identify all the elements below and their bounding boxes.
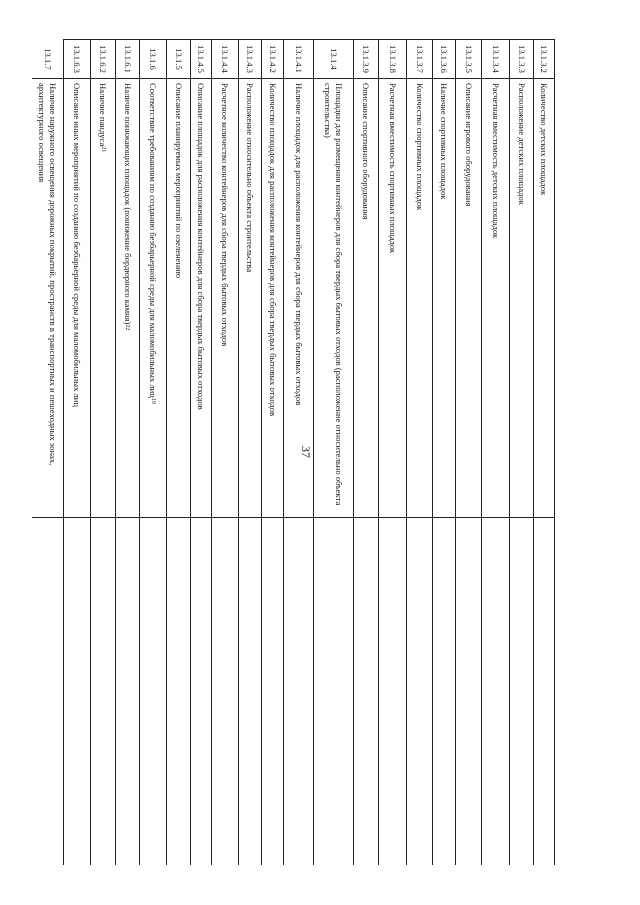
row-empty-cell xyxy=(314,518,353,865)
row-description xyxy=(314,79,353,518)
table-row xyxy=(509,40,533,865)
row-empty-cell xyxy=(116,518,139,865)
table-row xyxy=(481,40,509,865)
row-empty-cell xyxy=(433,518,455,865)
row-description xyxy=(239,79,261,518)
row-code: 13.1.3.4 xyxy=(482,40,509,79)
row-text: Соответствие требованиям по созданию безбарьерной среды для маломобильных лиц xyxy=(148,83,159,398)
table-row xyxy=(190,40,211,865)
table-row xyxy=(139,40,166,865)
row-text: Наличие понижающих площадок (понижение бордюрного камня) xyxy=(123,83,133,325)
row-text: Расчетная вместимость спортивных площадок xyxy=(388,83,398,254)
row-description xyxy=(510,79,533,518)
table-row xyxy=(90,40,115,865)
table-row xyxy=(432,40,455,865)
row-code: 13.1.3.7 xyxy=(407,40,432,79)
row-empty-cell xyxy=(510,518,533,865)
row-text: Наличие спортивных площадок xyxy=(439,83,450,200)
row-description xyxy=(456,79,481,518)
row-empty-cell xyxy=(239,518,261,865)
row-empty-cell xyxy=(456,518,481,865)
requirements-table xyxy=(37,39,555,865)
row-description: Наличие понижающих площадок (понижение бордюрного камня) 22 xyxy=(116,79,139,518)
table-row xyxy=(166,40,190,865)
row-text: Расчетная вместимость детских площадок xyxy=(491,83,501,239)
row-code: 13.1.4.1 xyxy=(284,40,313,79)
row-code: 13.1.6.2 xyxy=(91,40,115,79)
row-description xyxy=(482,79,509,518)
row-code: 13.1.4.3 xyxy=(239,40,261,79)
row-description xyxy=(354,79,378,518)
table-row xyxy=(533,40,554,865)
row-text: Расположение детских площадок xyxy=(517,83,527,205)
table-row xyxy=(261,40,283,865)
row-description xyxy=(433,79,455,518)
row-text: Количество площадок для расположения контейнеров для сбора твердых бытовых отходов xyxy=(268,83,278,417)
row-text: Описание игрового оборудования xyxy=(464,83,474,207)
row-code: 13.1.3.9 xyxy=(354,40,378,79)
row-description xyxy=(191,79,211,518)
row-empty-cell xyxy=(191,518,211,865)
table-row xyxy=(115,40,139,865)
row-empty-cell xyxy=(212,518,238,865)
row-empty-cell xyxy=(140,518,166,865)
row-empty-cell xyxy=(167,518,190,865)
table-row xyxy=(353,40,378,865)
table-row xyxy=(313,40,353,865)
row-description: Соответствие требованиям по созданию безбарьерной среды для маломобильных лиц 19 xyxy=(140,79,166,518)
row-description xyxy=(284,79,313,518)
row-empty-cell xyxy=(534,518,554,865)
row-text: Количество спортивных площадок xyxy=(415,83,425,211)
row-empty-cell xyxy=(262,518,283,865)
row-code: 13.1.6.1 xyxy=(116,40,139,79)
row-description xyxy=(64,79,90,518)
row-text: Описание планируемых мероприятий по озеленению xyxy=(174,83,184,279)
row-code: 13.1.3.8 xyxy=(379,40,406,79)
row-code: 13.1.4.4 xyxy=(212,40,238,79)
row-empty-cell xyxy=(354,518,378,865)
row-empty-cell xyxy=(379,518,406,865)
row-code: 13.1.5 xyxy=(167,40,190,79)
row-empty-cell xyxy=(407,518,432,865)
row-description xyxy=(407,79,432,518)
table-row xyxy=(32,40,63,865)
row-empty-cell xyxy=(64,518,90,865)
row-empty-cell xyxy=(482,518,509,865)
row-empty-cell xyxy=(284,518,313,865)
row-text: Описание иных мероприятий по созданию безбарьерной среды для маломобильных лиц xyxy=(72,83,83,407)
row-text: Описание площадок для расположения контейнеров для сбора твердых бытовых отходов xyxy=(196,83,207,410)
row-text: Площадки для размещения контейнеров для сбора твердых бытовых отходов (расположение относительно объекта строительства) xyxy=(323,83,345,506)
row-code: 13.1.4 xyxy=(314,40,353,79)
row-code: 13.1.6 xyxy=(140,40,166,79)
page-number: 37 xyxy=(299,446,314,458)
row-text: Расчетное количество контейнеров для сбора твердых бытовых отходов xyxy=(220,83,231,347)
row-text: Наличие площадок для расположения контейнеров для сбора твердых бытовых отходов xyxy=(294,83,304,406)
row-code: 13.1.3.6 xyxy=(433,40,455,79)
row-code: 13.1.4.5 xyxy=(191,40,211,79)
row-description xyxy=(212,79,238,518)
row-description xyxy=(262,79,283,518)
row-text: Описание спортивного оборудования xyxy=(361,83,372,220)
table-row xyxy=(238,40,261,865)
row-text: Наличие пандуса xyxy=(98,83,109,147)
row-empty-cell xyxy=(32,518,63,865)
row-description: Наличие пандуса 21 xyxy=(91,79,115,518)
row-description xyxy=(534,79,554,518)
row-code: 13.1.6.3 xyxy=(64,40,90,79)
row-code: 13.1.7 xyxy=(32,40,63,79)
row-text: Расположение относительно объекта строительства xyxy=(245,83,256,273)
row-code: 13.1.3.2 xyxy=(534,40,554,79)
table-row xyxy=(455,40,481,865)
table-row xyxy=(378,40,406,865)
row-code: 13.1.4.2 xyxy=(262,40,283,79)
table-row xyxy=(211,40,238,865)
table-row xyxy=(283,40,313,865)
row-description xyxy=(167,79,190,518)
row-description xyxy=(379,79,406,518)
row-text: Количество детских площадок xyxy=(539,83,550,196)
table-row xyxy=(406,40,432,865)
row-code: 13.1.3.5 xyxy=(456,40,481,79)
row-text: Наличие наружного освещения дорожных покрытий, пространств в транспортных и пешеходных зонах, архитектурного освещения xyxy=(37,83,59,466)
row-code: 13.1.3.3 xyxy=(510,40,533,79)
row-empty-cell xyxy=(91,518,115,865)
table-row xyxy=(63,40,90,865)
row-description xyxy=(32,79,63,518)
